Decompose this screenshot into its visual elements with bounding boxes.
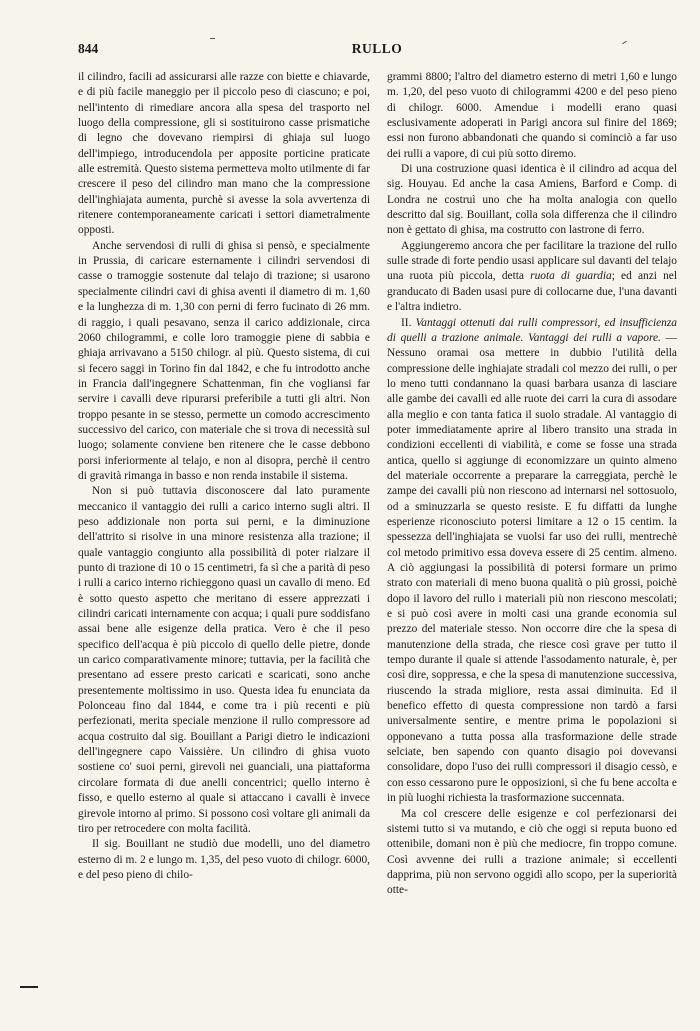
paragraph bbox=[387, 239, 677, 316]
print-speck bbox=[210, 38, 215, 39]
left-column bbox=[78, 70, 370, 883]
paragraph: Anche servendosi di rulli di ghisa si pensò, e specialmente in Prussia, di caricare esternamente i cilindri servendosi di casse o tramoggie sostenute dal telajo di trazione; si usarono specialmente cilindri cavi di ghisa aventi il diametro di m. 1,60 e la lunghezza di m. 1,30 con perni di ferro fucinato di 26 mm. di raggio, i quali pesavano, senza il carico addizionale, circa 2060 chilogrammi, e colle loro tramoggie piene di sabbia e ghiaja arrivavano a 5150 chilogr. al più. Questo sistema, di cui si fecero saggi in Torino fin dal 1842, e che fu introdotto anche in Francia dall'ingegnere Schattenman, fin che vogliansi far servire i cavalli deve ripurarsi preferibile a tutti gli altri. Non troppo pesante in se stesso, permette un comodo accrescimento successivo del carico, con materiale che si trova di necessità sul luogo; solamente conviene ben ritenere che le casse debbono porsi inferiormente al telajo, e non al disopra, perchè il centro di gravità rimanga in basso e non renda instabile il sistema. bbox=[78, 239, 370, 482]
paragraph: Non si può tuttavia disconoscere dal lato puramente meccanico il vantaggio dei rulli a carico interno sugli altri. Il peso addizionale non porta sui perni, e la diminuzione dell'attrito si risolve in una minore resistenza alla trazione; il quale vantaggio congiunto alla possibilità di poter rialzare il punto di trazione di 10 o 15 centimetri, fa sì che a parità di peso i rulli a carico interno richieggono quasi un cavallo di meno. Ed è sotto questo aspetto che meritano di essere apprezzati i cilindri caricati internamente con acqua; i quali pure soddisfano assai bene alle esigenze della pratica. Vero è che il peso specifico dell'acqua è più piccolo di quello delle pietre, donde un carico comparativamente minore; tuttavia, per la facilità che presentano ad essere presto caricati e scaricati, sono anche presentemente moltissimo in uso. Questa idea fu enunciata da Polonceau fino dal 1844, e come tra i più recenti e più perfezionati, merita speciale menzione il rullo compressore ad acqua costruito dal sig. Bouillant a Parigi dietro le indicazioni dell'ingegnere capo Vaissière. Un cilindro di ghisa vuoto sostiene co' suoi perni, girevoli nei guanciali, una piattaforma circolare formata di due anelli concentrici; quello interno è fisso, e quello esterno al quale si attaccano i cavalli è invece girevole intorno al primo. Si possono così voltare gli animali da tiro per retrocedere con molta facilità. bbox=[78, 485, 370, 835]
section-paragraph bbox=[387, 316, 677, 807]
paragraph: Di una costruzione quasi identica è il cilindro ad acqua del sig. Houyau. Ed anche la casa Amiens, Barford e Comp. di Londra ne costruì uno che ha molta analogia con quello descritto dal sig. Bouillant, colla sola differenza che il cilindro non è gettato di ghisa, ma costrutto con lastrone di ferro. bbox=[387, 163, 677, 237]
paragraph: il cilindro, facili ad assicurarsi alle razze con biette e chiavarde, e di più facile maneggio per il piccolo peso di ciascuno; e poi, nell'intento di rimediare ancora alla spesa del trasporto nel luogo della compressione, gli si sostituirono casse prismatiche di legno che dovevano riempirsi di ghiaja sul luogo dell'impiego, introducendola per apposite porticine praticate alle estremità. Questo sistema permetteva molto utilmente di far crescere il peso del cilindro man mano che la compressione dell'inghiajata aumenta, purchè si avesse la sola avvertenza di ritenere contemporaneamente caricati i settori diametralmente opposti. bbox=[78, 71, 370, 237]
paragraph-text: — Nessuno oramai osa mettere in dubbio l'utilità della compressione delle inghiajate stradali col mezzo dei rulli, o per lo meno tutti condannano la quasi barbara usanza di lasciare alle gambe dei cavalli ed alle ruote dei carri la cura di assodare alla meglio e con tanta fatica il suolo stradale. Al vantaggio di poter immediatamente aprire al libero transito una strada in condizioni eccellenti di viabilità, e come se fosse una strada antica, quello si aggiunge di economizzare un quinto almeno del materiale occorrente a preparare la carreggiata, perchè le zampe dei cavalli più non riescono ad internarsi nel sottosuolo, od a sminuzzarla se questo resiste. E fu diffatti da lunghe esperienze riconosciuto potersi limitare a 12 o 15 centim. la spessezza dell'inghiajata se vuolsi far uso dei rulli, mentrechè col metodo primitivo essa doveva essere di 25 centim. almeno. A ciò aggiungasi la possibilità di potersi formare un primo strato con materiali di meno buona qualità o più grossi, poichè dopo il lavoro del rullo i materiali più non riescono mescolati; e si può così avere in molti casi una grande economia sul prezzo del materiale stesso. Non occorre dire che la spesa di manutenzione della strada, che riesce così grave per tutto il tempo durante il quale si attende l'assodamento naturale, è, per così dire, soppressa, e che la spesa di manutenzione successiva, riuscendo la strada migliore, resta assai diminuita. Ed il benefico effetto di questa compressione non tardò a farsi universalmente sentire, e mentre prima le popolazioni si opponevano a tutta possa alla trasformazione delle strade selciate, ben sapendo con quanto disagio poi dovevansi consolidare, dopo l'uso dei rulli compressori il disagio cessò, e con esso cessarono pure le opposizioni, sì che fu bene accolta e in più luoghi richiesta la trasformazione succennata. bbox=[387, 331, 677, 805]
paragraph: grammi 8800; l'altro del diametro esterno di metri 1,60 e lungo m. 1,20, del peso vuoto di chilogrammi 4200 e del peso pieno di chilogr. 6000. Amendue i modelli erano quasi esclusivamente adoperati in Parigi ancora sul finire del 1869; essi non furono abbandonati che quando si cominciò a far uso dei rulli a vapore, di cui più sotto diremo. bbox=[387, 71, 677, 160]
section-heading: Vantaggi ottenuti dai rulli compressori, ed insufficienza di quelli a trazione animale. Vantaggi dei rulli a vapore. bbox=[387, 316, 677, 344]
paragraph-text: Aggiungeremo ancora che per facilitare la trazione del rullo sulle strade di forte pendio usasi applicare sul davanti del telajo una ruota più piccola, detta bbox=[387, 239, 677, 283]
margin-mark bbox=[20, 986, 38, 988]
paragraph: Il sig. Bouillant ne studiò due modelli, uno del diametro esterno di m. 2 e lungo m. 1,35, del peso vuoto di chilogr. 6000, e del peso pieno di chilo- bbox=[78, 838, 370, 881]
paragraph-text: ; ed anzi nel granducato di Baden usasi pure di collocarne due, l'una davanti e l'altra indietro. bbox=[387, 270, 678, 314]
paragraph: Ma col crescere delle esigenze e col perfezionarsi dei sistemi tutto si va mutando, e ciò che oggi si reputa buono ed ottenibile, domani non è più che mediocre, fin troppo comune. Così avvenne dei rulli a trazione animale; sì eccellenti dapprima, più non servono oggidì allo scopo, per la superiorità otte- bbox=[387, 807, 677, 897]
section-number: II. bbox=[401, 316, 416, 329]
page-number: 844 bbox=[78, 41, 99, 56]
italic-term: ruota di guardia bbox=[530, 270, 612, 283]
running-title: RULLO bbox=[351, 41, 403, 56]
page-header bbox=[78, 41, 676, 59]
right-column bbox=[387, 70, 677, 899]
